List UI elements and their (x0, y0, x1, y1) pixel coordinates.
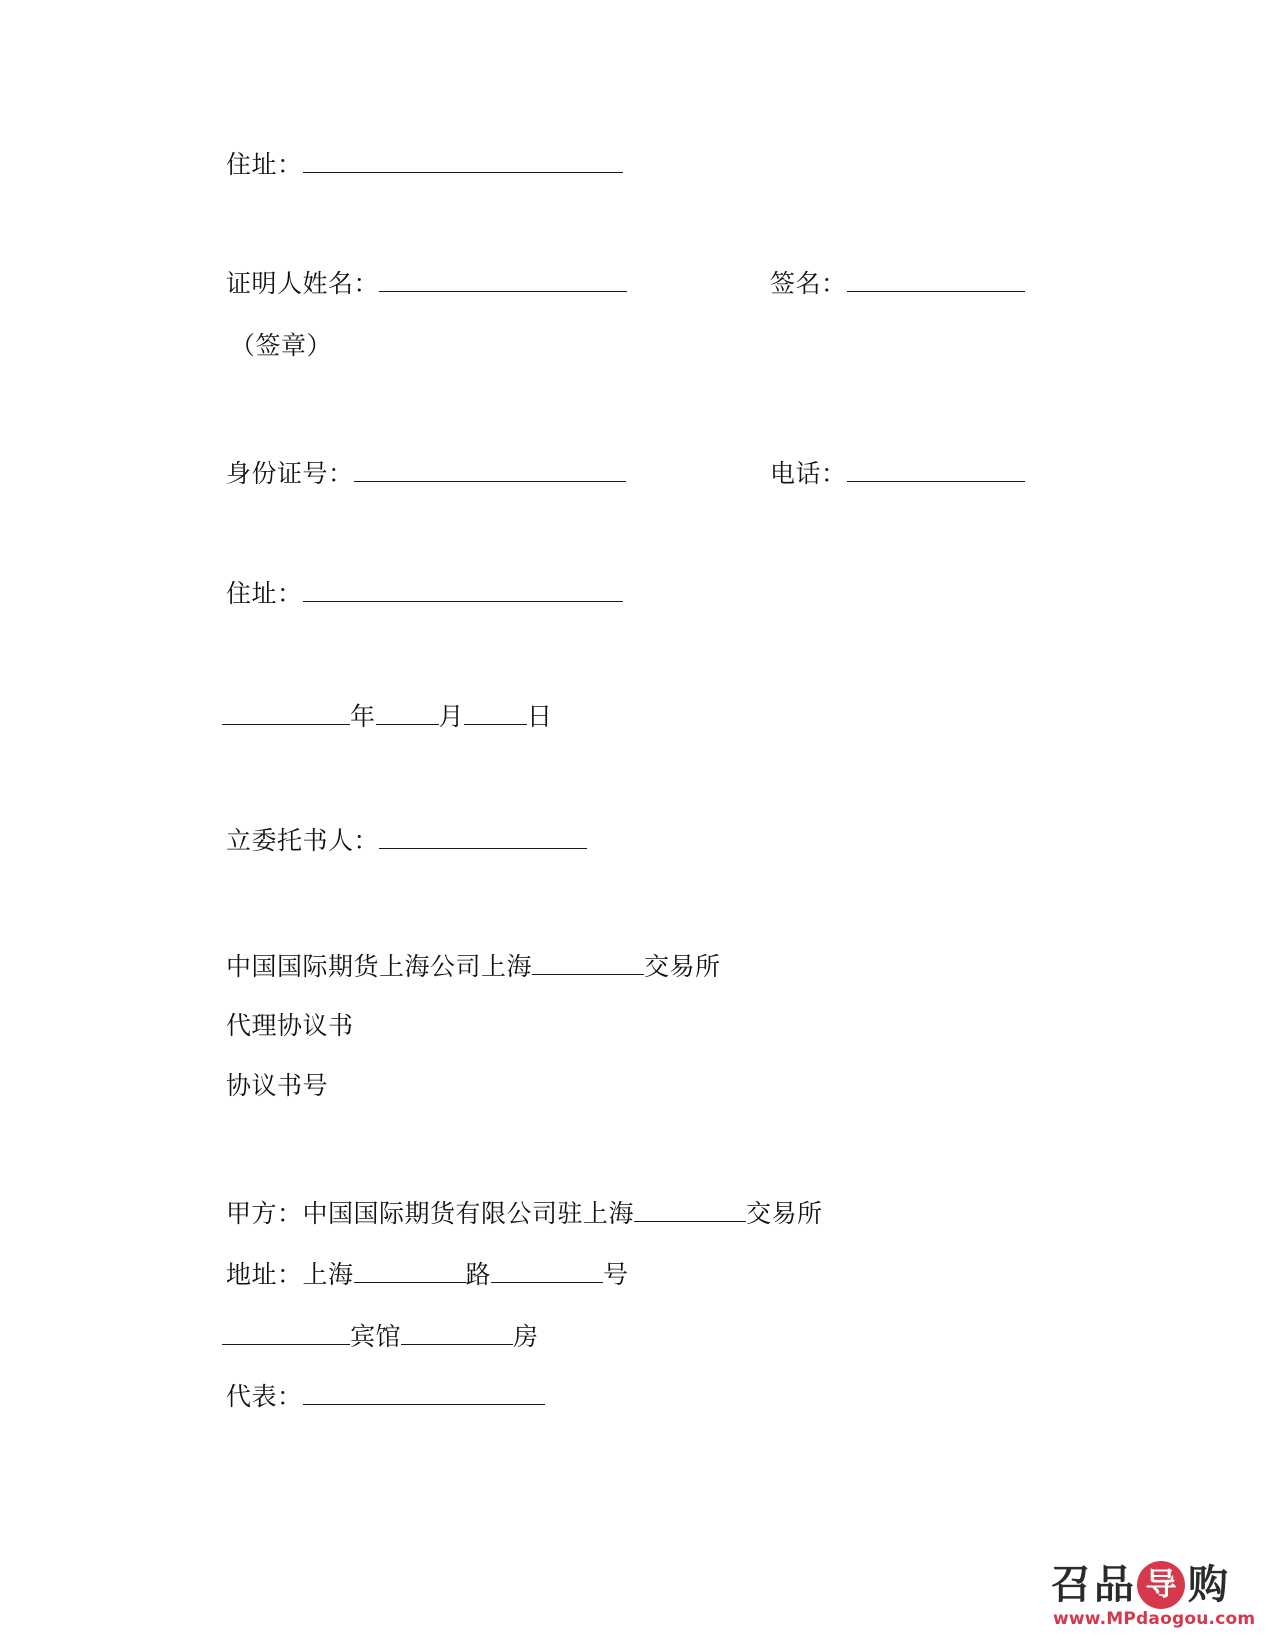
watermark-logo (1051, 1545, 1275, 1631)
watermark-glyph-3-badge: 导 (1138, 1562, 1184, 1608)
field-row-witness-name (226, 265, 627, 300)
party-a-address-line (226, 1256, 629, 1291)
watermark-glyph-1: 召 (1051, 1562, 1091, 1608)
room-number-blank[interactable] (401, 1318, 513, 1345)
date-year-blank[interactable] (222, 698, 350, 725)
hotel-char: 宾馆 (350, 1323, 402, 1352)
date-line (222, 698, 553, 733)
hotel-name-blank[interactable] (222, 1318, 350, 1345)
party-a-number-char: 号 (603, 1261, 629, 1290)
party-a-number-blank[interactable] (491, 1256, 603, 1283)
party-a-hotel-line (222, 1318, 539, 1353)
address-1-label: 住址： (226, 151, 303, 180)
agreement-number-label: 协议书号 (226, 1072, 329, 1100)
address-2-blank[interactable] (303, 575, 623, 602)
signature-blank[interactable] (847, 265, 1025, 292)
agreement-title-line-2: 代理协议书 (226, 1012, 354, 1040)
agreement-title-suffix: 交易所 (644, 953, 721, 982)
address-2-label: 住址： (226, 580, 303, 609)
representative-blank[interactable] (303, 1378, 545, 1405)
date-day-char: 日 (527, 703, 553, 732)
agreement-title-line-1 (226, 948, 721, 983)
witness-name-blank[interactable] (379, 265, 627, 292)
representative-line (226, 1378, 545, 1413)
party-a-suffix: 交易所 (746, 1200, 823, 1229)
agreement-exchange-blank[interactable] (532, 948, 644, 975)
date-month-blank[interactable] (376, 698, 439, 725)
party-a-line (226, 1195, 823, 1230)
watermark-glyph-4: 购 (1188, 1562, 1228, 1608)
field-row-signature (770, 265, 1025, 300)
watermark-wordmark (1051, 1562, 1228, 1608)
date-month-char: 月 (438, 703, 465, 732)
principal-label: 立委托书人： (226, 827, 380, 856)
date-year-char: 年 (350, 703, 376, 732)
party-a-road-char: 路 (465, 1261, 492, 1290)
party-a-address-prefix: 地址：上海 (226, 1261, 354, 1290)
seal-note: （签章） (230, 332, 333, 360)
field-row-phone (770, 455, 1025, 490)
representative-label: 代表： (226, 1383, 303, 1412)
room-char: 房 (513, 1323, 539, 1352)
watermark-glyph-2: 品 (1094, 1562, 1134, 1608)
agreement-title-prefix: 中国国际期货上海公司上海 (226, 953, 533, 982)
principal-blank[interactable] (379, 822, 587, 849)
field-row-address-2 (226, 575, 623, 610)
witness-name-label: 证明人姓名： (226, 270, 380, 299)
field-row-id-number (226, 455, 626, 490)
field-row-principal (226, 822, 587, 857)
field-row-address-1 (226, 146, 623, 181)
watermark-url: www.MPdaogou.com (1053, 1609, 1256, 1629)
signature-label: 签名： (770, 270, 847, 299)
party-a-road-blank[interactable] (354, 1256, 466, 1283)
id-number-label: 身份证号： (226, 460, 354, 489)
party-a-prefix: 甲方：中国国际期货有限公司驻上海 (226, 1200, 635, 1229)
phone-blank[interactable] (847, 455, 1025, 482)
date-day-blank[interactable] (464, 698, 527, 725)
id-number-blank[interactable] (354, 455, 626, 482)
phone-label: 电话： (770, 460, 847, 489)
address-1-blank[interactable] (303, 146, 623, 173)
party-a-exchange-blank[interactable] (634, 1195, 746, 1222)
